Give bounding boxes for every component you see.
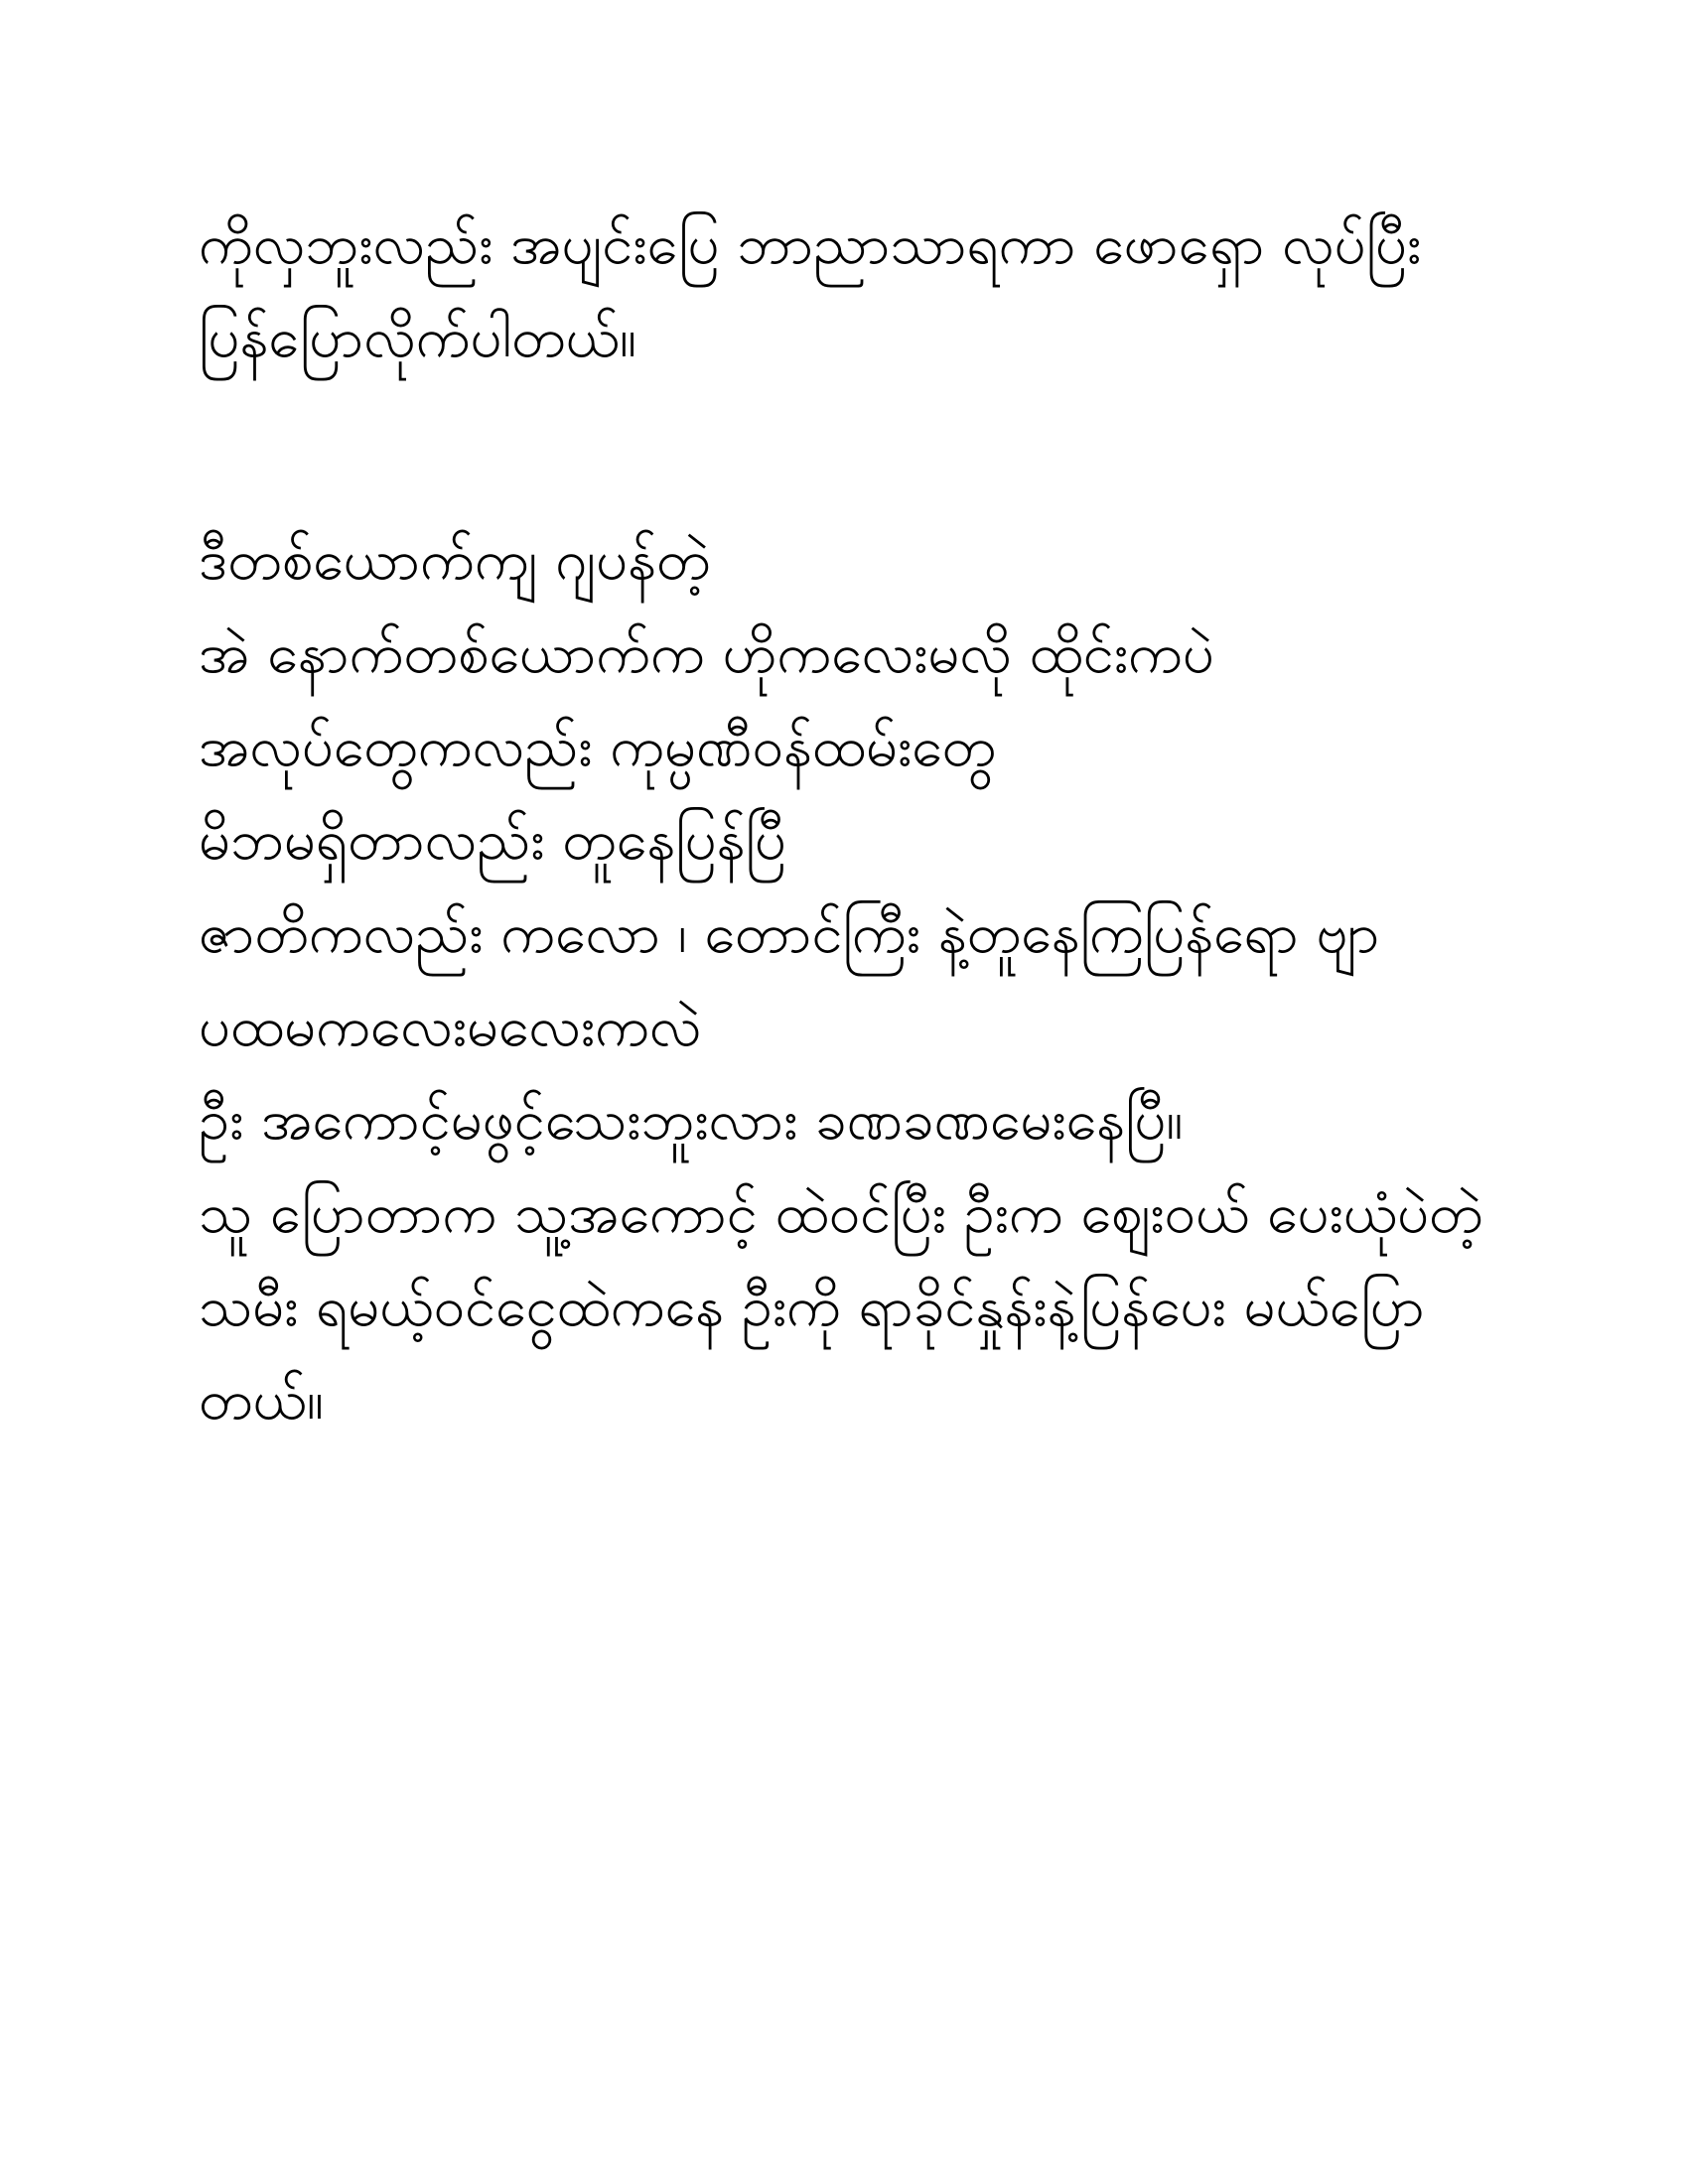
paragraph-line: သမီး ရမယ့်ဝင်ငွေထဲကနေ ဦးကို ရာခိုင်နှုန်းနဲ့ပြန်ပေး မယ်ပြောတယ်။ [199, 1275, 1425, 1433]
paragraph-line: ပထမကလေးမလေးကလဲ [199, 995, 702, 1059]
paragraph-line: အလုပ်တွေကလည်း ကုမ္ပဏီဝန်ထမ်းတွေ [199, 715, 997, 779]
paragraph-line: အဲ နောက်တစ်ယောက်က ဟိုကလေးမလို ထိုင်းကပဲ [199, 621, 1214, 686]
document-body [199, 199, 1489, 1447]
paragraph-line: မိဘမရှိတာလည်း တူနေပြန်ပြီ [199, 808, 786, 873]
paragraph-spacer [199, 385, 1489, 514]
paragraph-line: ဒီတစ်ယောက်ကျ ဂျပန်တဲ့ [199, 528, 711, 593]
paragraph-line: သူ ပြောတာက သူ့အကောင့် ထဲဝင်ပြီး ဦးက ဈေးဝယ် ပေးယုံပဲတဲ့ [199, 1181, 1483, 1246]
paragraph-line: ဇာတိကလည်း ကလော ၊ တောင်ကြီး နဲ့တူနေကြပြန်ရော ဗျာ [199, 901, 1380, 966]
paragraph-line: ဦး အကောင့်မဖွင့်သေးဘူးလား ခဏခဏမေးနေပြီ။ [199, 1088, 1184, 1153]
paragraph-intro: ကိုလှဘူးလည်း အပျင်းပြေ ဘာညာသာရကာ ဖောရှော လုပ်ပြီး ပြန်ပြောလိုက်ပါတယ်။ [199, 212, 1422, 370]
